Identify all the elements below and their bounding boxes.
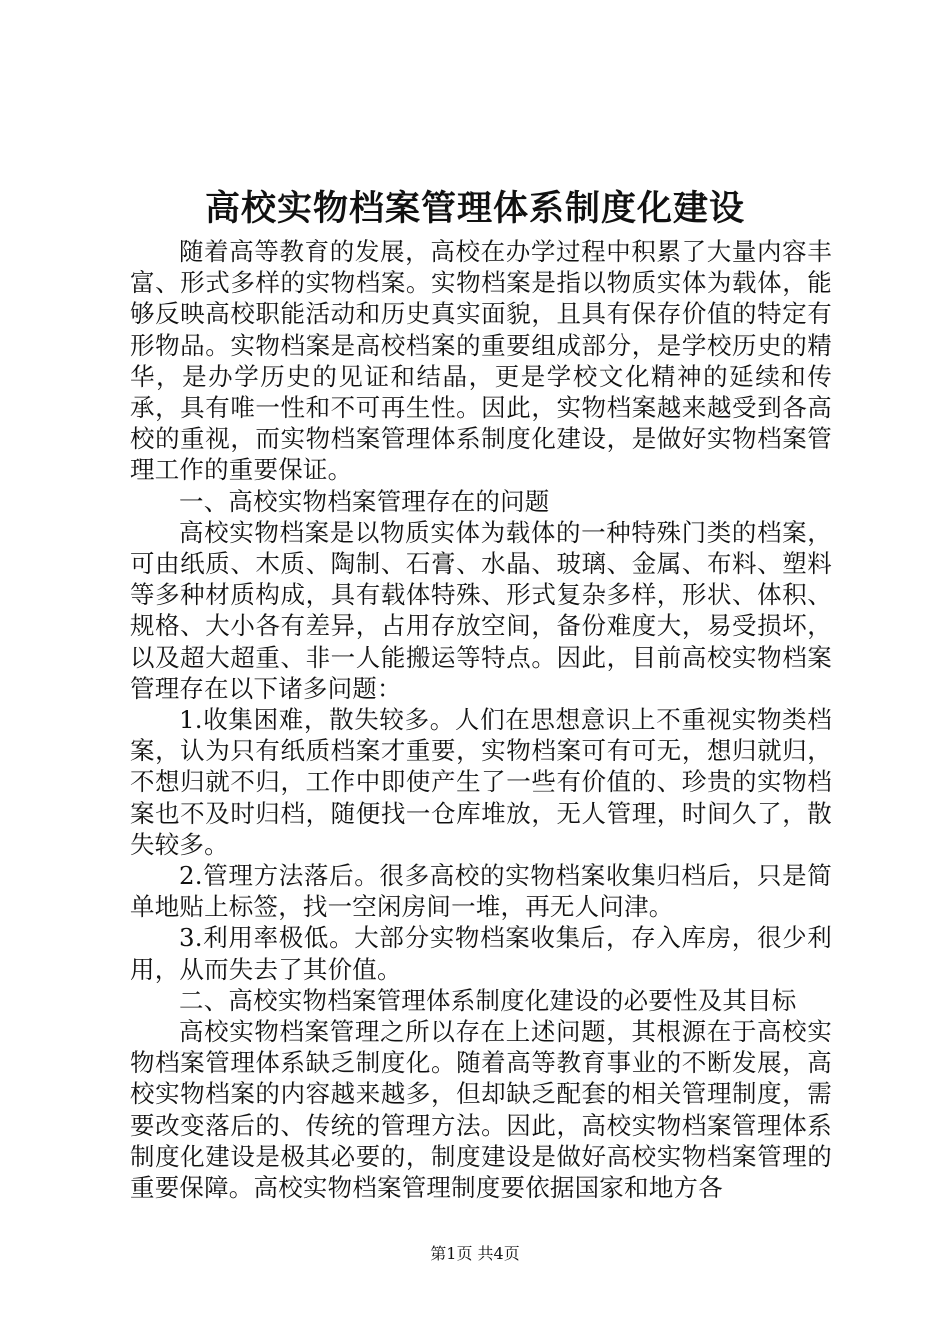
section-heading-problems: 一、高校实物档案管理存在的问题 — [179, 486, 550, 516]
section-heading-necessity: 二、高校实物档案管理体系制度化建设的必要性及其目标 — [179, 985, 797, 1015]
paragraph-problem-1: 1.收集困难，散失较多。人们在思想意识上不重视实物类档案，认为只有纸质档案才重要，实物档案可有可无，想归就归，不想归就不归，工作中即使产生了一些有价值的、珍贵的实物档案也不及时归档，随便找一仓库堆放，无人管理，时间久了，散失较多。 — [130, 705, 832, 859]
paragraph-problems-overview: 高校实物档案是以物质实体为载体的一种特殊门类的档案，可由纸质、木质、陶制、石膏、水晶、玻璃、金属、布料、塑料等多种材质构成，具有载体特殊、形式复杂多样，形状、体积、规格、大小各有差异，占用存放空间，备份难度大，易受损坏，以及超大超重、非一人能搬运等特点。因此，目前高校实物档案管理存在以下诸多问题： — [130, 517, 832, 703]
document-body — [130, 236, 832, 1203]
paragraph-problem-2: 2.管理方法落后。很多高校的实物档案收集归档后，只是简单地贴上标签，找一空闲房间一堆，再无人问津。 — [130, 861, 832, 922]
paragraph-intro: 随着高等教育的发展，高校在办学过程中积累了大量内容丰富、形式多样的实物档案。实物档案是指以物质实体为载体，能够反映高校职能活动和历史真实面貌，且具有保存价值的特定有形物品。实物档案是高校档案的重要组成部分，是学校历史的精华，是办学历史的见证和结晶，更是学校文化精神的延续和传承，具有唯一性和不可再生性。因此，实物档案越来越受到各高校的重视，而实物档案管理体系制度化建设，是做好实物档案管理工作的重要保证。 — [130, 237, 832, 485]
page-number-footer: 第1页 共4页 — [430, 1244, 520, 1263]
paragraph-problem-3: 3.利用率极低。大部分实物档案收集后，存入库房，很少利用，从而失去了其价值。 — [130, 923, 832, 984]
document-title: 高校实物档案管理体系制度化建设 — [204, 189, 745, 229]
paragraph-necessity: 高校实物档案管理之所以存在上述问题，其根源在于高校实物档案管理体系缺乏制度化。随着高等教育事业的不断发展，高校实物档案的内容越来越多，但却缺乏配套的相关管理制度，需要改变落后的、传统的管理方法。因此，高校实物档案管理体系制度化建设是极其必要的，制度建设是做好高校实物档案管理的重要保障。高校实物档案管理制度要依据国家和地方各 — [130, 1017, 832, 1203]
